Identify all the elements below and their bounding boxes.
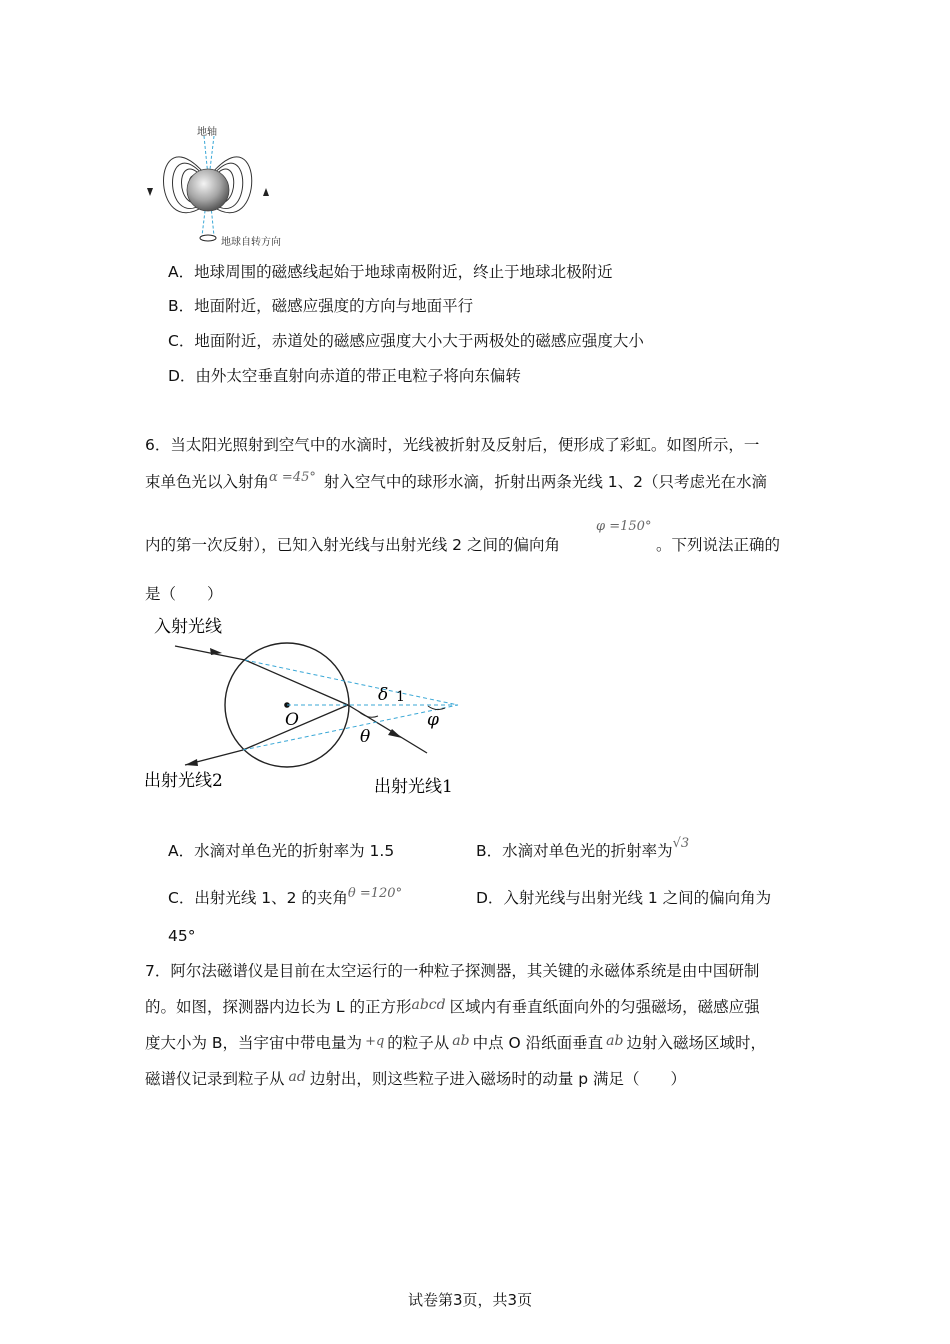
earth-globe (187, 169, 229, 211)
q6-line2-post: 射入空气中的球形水滴，折射出两条光线 1、2（只考虑光在水滴 (323, 473, 768, 491)
q6-option-d-line1: D．入射光线与出射光线 1 之间的偏向角为 (476, 889, 772, 907)
q6-line2-pre: 束单色光以入射角 (145, 473, 270, 491)
phi-expression: φ =150° (596, 519, 652, 534)
q6-option-d-line2: 45° (168, 927, 196, 945)
q7-line2-pre: 的。如图，探测器内边长为 L 的正方形 (145, 998, 412, 1016)
theta-label: θ (360, 727, 371, 747)
q5-option-d: D．由外太空垂直射向赤道的带正电粒子将向东偏转 (168, 367, 521, 385)
exit-ray-2-label: 出射光线2 (144, 771, 223, 791)
q7-line4-post: 边射出，则这些粒子进入磁场时的动量 p 满足（ ） (309, 1070, 687, 1088)
q6-option-c-text: C．出射光线 1、2 的夹角 (168, 889, 348, 907)
q5-option-c: C．地面附近，赤道处的磁感应强度大小大于两极处的磁感应强度大小 (168, 332, 644, 350)
plus-q-expression: +q (365, 1034, 385, 1049)
exit-ray-1-label: 出射光线1 (374, 777, 453, 797)
theta-expression: θ =120° (347, 886, 403, 901)
internal-ray-1 (245, 660, 348, 705)
q6-option-b (476, 836, 690, 863)
ab-expression-2: ab (606, 1033, 624, 1049)
q6-option-a: A．水滴对单色光的折射率为 1.5 (168, 842, 395, 860)
ad-expression: ad (288, 1069, 306, 1085)
incident-ray-label: 入射光线 (154, 617, 222, 637)
incident-arrow-icon (210, 648, 222, 655)
page-footer: 试卷第3页，共3页 (408, 1291, 533, 1309)
q7-line-4 (145, 1069, 686, 1090)
rotation-arrow-icon (200, 235, 216, 241)
q7-line2-post: 区域内有垂直纸面向外的匀强磁场，磁感应强 (449, 998, 760, 1016)
q6-option-b-text: B．水滴对单色光的折射率为 (476, 842, 673, 860)
q7-line-1: 7．阿尔法磁谱仪是目前在太空运行的一种粒子探测器，其关键的永磁体系统是由中国研制 (145, 962, 760, 980)
q7-line4-pre: 磁谱仪记录到粒子从 (145, 1070, 285, 1088)
theta-arc (358, 711, 378, 717)
q7-line-2 (145, 997, 760, 1018)
q5-option-a: A．地球周围的磁感线起始于地球南极附近，终止于地球北极附近 (168, 263, 613, 281)
delta-label: δ (378, 685, 389, 705)
q7-line3-mid1: 的粒子从 (387, 1034, 450, 1052)
earth-magnetic-figure (140, 118, 300, 250)
q6-option-c (168, 888, 402, 910)
q6-line-3-pre: 内的第一次反射），已知入射光线与出射光线 2 之间的偏向角 (145, 536, 560, 554)
q6-line-3-post: 。下列说法正确的 (656, 536, 781, 554)
ab-expression-1: ab (452, 1033, 470, 1049)
incident-ray (175, 646, 245, 660)
exit-ray-2-arrow-icon (185, 759, 198, 766)
abcd-expression: abcd (411, 997, 446, 1013)
water-droplet-figure (140, 608, 480, 808)
q6-line-1: 6．当太阳光照射到空气中的水滴时，光线被折射及反射后，便形成了彩虹。如图所示，一 (145, 436, 760, 454)
q7-line3-mid2: 中点 O 沿纸面垂直 (472, 1034, 604, 1052)
q6-line-4: 是（ ） (145, 585, 223, 603)
earth-axis-label: 地轴 (197, 127, 217, 138)
earth-rotation-label: 地球自转方向 (221, 237, 281, 248)
sqrt3-expression: √3 (672, 836, 690, 851)
q7-line-3 (145, 1033, 766, 1055)
q7-line3-post: 边射入磁场区域时， (626, 1034, 766, 1052)
alpha-expression: α =45° (269, 470, 316, 485)
phi-label: φ (427, 710, 439, 730)
ray-1-label: 1 (396, 689, 405, 705)
o-label: O (285, 710, 299, 730)
q7-line3-pre: 度大小为 B，当宇宙中带电量为 (145, 1034, 363, 1052)
q6-line-2 (145, 472, 767, 494)
q5-option-b: B．地面附近，磁感应强度的方向与地面平行 (168, 297, 474, 315)
